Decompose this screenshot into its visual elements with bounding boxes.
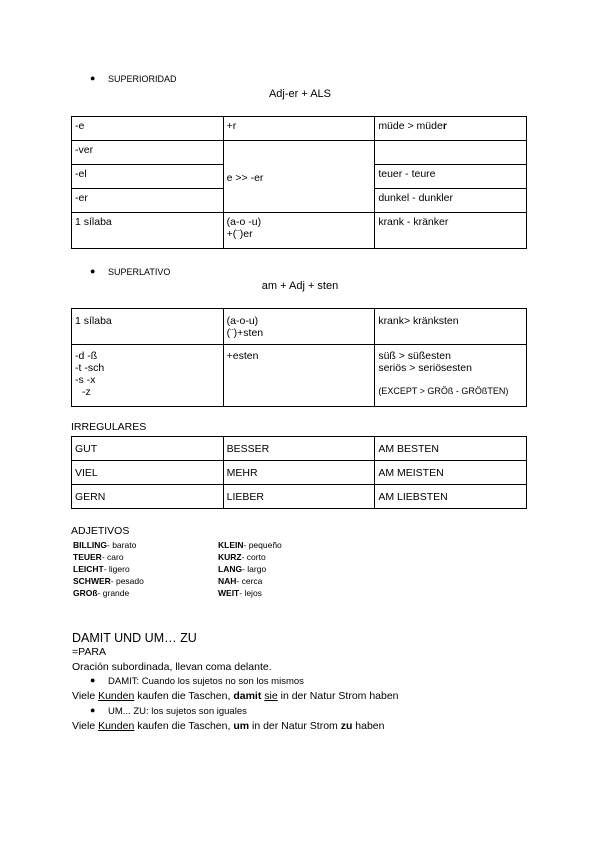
umlaut-rule: +(¨)er xyxy=(226,228,253,240)
table-row xyxy=(72,485,527,509)
cell xyxy=(223,309,375,345)
adjetivos-list xyxy=(73,539,373,599)
ex-text: haben xyxy=(352,720,385,732)
adj-es: - pequeño xyxy=(243,540,282,550)
adj-es: - caro xyxy=(101,552,124,562)
adj-es: - largo xyxy=(242,564,267,574)
cell: MEHR xyxy=(223,461,375,485)
cell: krank - kränker xyxy=(375,213,527,249)
cell: -er xyxy=(72,189,224,213)
example-damit xyxy=(72,690,399,702)
adj-es: - ligero xyxy=(103,564,130,574)
ex-subject: sie xyxy=(264,690,278,702)
superioridad-table xyxy=(71,116,527,249)
cell: -ver xyxy=(72,141,224,165)
ex-text: kaufen die Taschen, xyxy=(134,690,234,702)
cell: +esten xyxy=(223,345,375,407)
adj-de: KLEIN xyxy=(218,540,244,550)
umlaut-sten-rule: (¨)+sten xyxy=(226,327,264,339)
adj-es: - lejos xyxy=(239,588,262,598)
ex-text: kaufen die Taschen, xyxy=(134,720,234,732)
adj-de: TEUER xyxy=(73,552,102,562)
ex-subject: Kunden xyxy=(98,690,135,702)
bullet-dot: ● xyxy=(90,705,96,715)
damit-label: DAMIT xyxy=(108,676,137,687)
cell: GUT xyxy=(72,437,224,461)
cell: krank> kränksten xyxy=(375,309,527,345)
bullet-dot: ● xyxy=(90,73,96,83)
umzu-rule xyxy=(108,706,247,717)
list-item xyxy=(73,551,373,563)
cell: AM MEISTEN xyxy=(375,461,527,485)
bullet-dot: ● xyxy=(90,675,96,685)
cell: dunkel - dunkler xyxy=(375,189,527,213)
cell: BESSER xyxy=(223,437,375,461)
adjetivos-heading: ADJETIVOS xyxy=(71,525,130,537)
cell: VIEL xyxy=(72,461,224,485)
cell xyxy=(72,345,224,407)
cell: AM BESTEN xyxy=(375,437,527,461)
cell: AM LIEBSTEN xyxy=(375,485,527,509)
ex-connector: damit xyxy=(233,690,262,702)
ex-text: in der Natur Strom haben xyxy=(277,690,399,702)
table-row xyxy=(72,437,527,461)
example-umzu xyxy=(72,720,385,732)
table-row xyxy=(72,309,527,345)
adj-de: BILLING xyxy=(73,540,107,550)
adj-de: WEIT xyxy=(218,588,240,598)
cell xyxy=(223,213,375,249)
irregulares-heading: IRREGULARES xyxy=(71,421,147,433)
cell xyxy=(375,141,527,165)
cell xyxy=(375,345,527,407)
damit-heading: DAMIT UND UM… ZU xyxy=(72,631,197,645)
ex-text: Viele xyxy=(72,720,99,732)
damit-rule xyxy=(108,676,304,687)
ending-item: -t -sch xyxy=(75,362,105,374)
adj-es: - grande xyxy=(97,588,130,598)
cell: teuer - teure xyxy=(375,165,527,189)
adj-de: NAH xyxy=(218,576,237,586)
vowel-rule: (a-o -u) xyxy=(226,216,262,228)
vowel-rule: (a-o-u) xyxy=(226,315,259,327)
adj-es: - cerca xyxy=(236,576,263,586)
table-row xyxy=(72,213,527,249)
table-row xyxy=(72,461,527,485)
oracion-line: Oración subordinada, llevan coma delante. xyxy=(72,661,272,673)
list-item xyxy=(73,587,373,599)
ex-text: in der Natur Strom xyxy=(249,720,341,732)
umzu-label: UM... ZU xyxy=(108,706,146,717)
cell: 1 sílaba xyxy=(72,213,224,249)
cell: GERN xyxy=(72,485,224,509)
irregulares-table xyxy=(71,436,527,509)
cell: +r xyxy=(223,117,375,141)
exception-note: (EXCEPT > GRÖß - GRÖßTEN) xyxy=(378,386,509,396)
adj-es: - pesado xyxy=(110,576,144,586)
ex-text: Viele xyxy=(72,690,99,702)
ex-subject: Kunden xyxy=(98,720,135,732)
superioridad-formula: Adj-er + ALS xyxy=(268,88,332,100)
ex-connector: zu xyxy=(340,720,353,732)
mueder-ending: r xyxy=(442,120,447,132)
cell: LIEBER xyxy=(223,485,375,509)
ending-item: -d -ß xyxy=(75,350,98,362)
superioridad-heading: SUPERIORIDAD xyxy=(108,74,177,84)
cell: 1 sílaba xyxy=(72,309,224,345)
ending-item: -s -x xyxy=(75,374,96,386)
para-line: =PARA xyxy=(72,646,106,658)
ex-connector: um xyxy=(233,720,250,732)
example-serioes: seriös > seriösesten xyxy=(378,362,472,374)
cell: -el xyxy=(72,165,224,189)
table-row xyxy=(72,117,527,141)
superlativo-table xyxy=(71,308,527,407)
superlativo-heading: SUPERLATIVO xyxy=(108,267,171,277)
adj-de: SCHWER xyxy=(73,576,111,586)
example-suess: süß > süßesten xyxy=(378,350,451,362)
superlativo-formula: am + Adj + sten xyxy=(261,280,339,292)
ending-item: -z xyxy=(82,386,91,398)
adj-de: GROß xyxy=(73,588,98,598)
list-item xyxy=(73,563,373,575)
table-row xyxy=(72,345,527,407)
umzu-desc: : los sujetos son iguales xyxy=(146,706,247,717)
cell: e >> -er xyxy=(223,141,375,213)
adj-de: KURZ xyxy=(218,552,242,562)
mueder-base: müde > müde xyxy=(378,120,443,132)
adj-de: LEICHT xyxy=(73,564,104,574)
adj-es: - corto xyxy=(241,552,266,562)
cell xyxy=(375,117,527,141)
list-item xyxy=(73,539,373,551)
table-row xyxy=(72,141,527,165)
bullet-dot: ● xyxy=(90,266,96,276)
list-item xyxy=(73,575,373,587)
damit-desc: : Cuando los sujetos no son los mismos xyxy=(136,676,304,687)
adj-de: LANG xyxy=(218,564,243,574)
adj-es: - barato xyxy=(107,540,137,550)
cell: -e xyxy=(72,117,224,141)
